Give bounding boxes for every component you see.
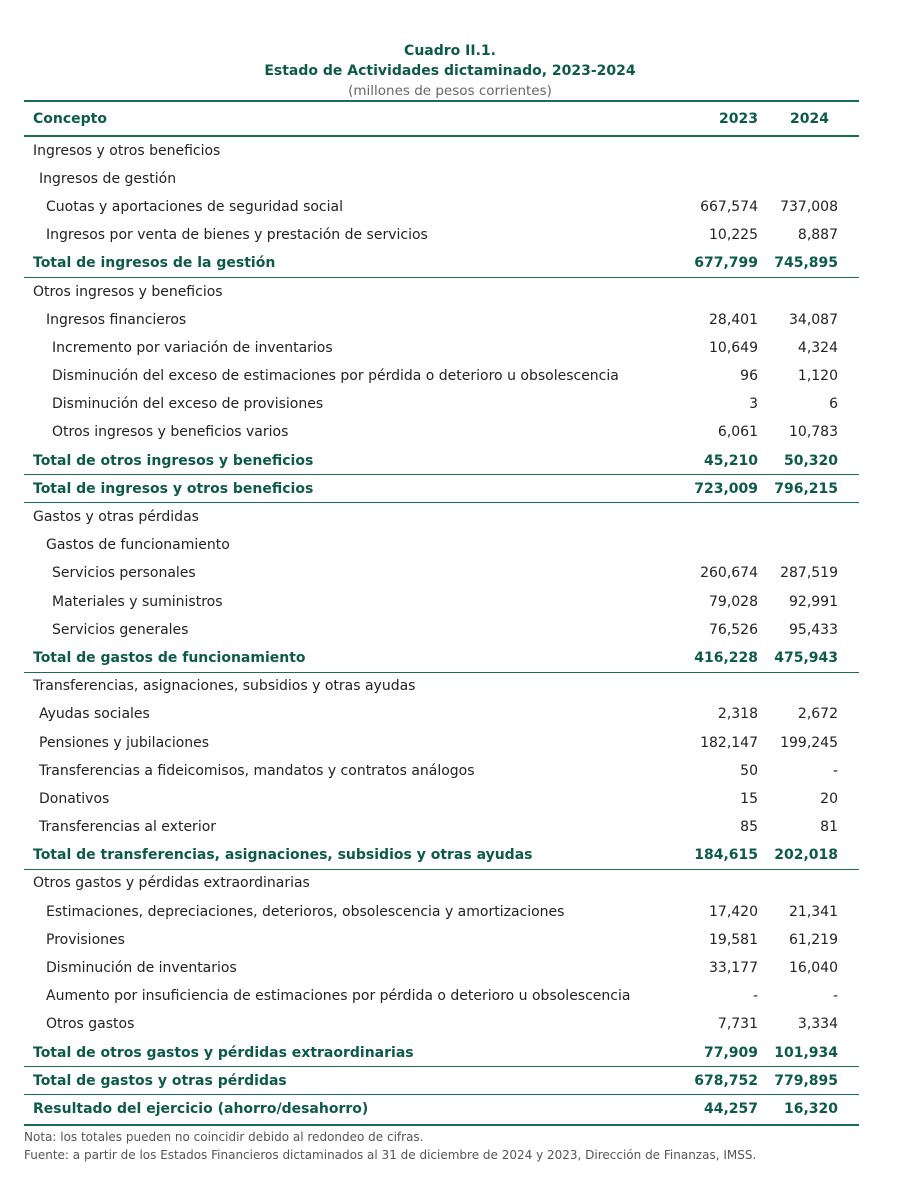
row-value-2024: 50,320	[783, 452, 838, 469]
row-value-2023: 28,401	[709, 311, 758, 328]
row-label: Pensiones y jubilaciones	[39, 734, 210, 751]
row-value-2024: 3,334	[797, 1016, 838, 1033]
row-value-2023: 416,228	[694, 649, 758, 666]
row-label: Gastos de funcionamiento	[46, 537, 230, 554]
row-value-2024: 92,991	[789, 593, 838, 610]
row-value-2024: 61,219	[789, 931, 838, 948]
table-total-row	[24, 447, 859, 475]
row-label: Transferencias al exterior	[39, 819, 217, 836]
table-row	[24, 334, 859, 362]
table-row	[24, 673, 859, 701]
table-total-row	[24, 1095, 859, 1123]
row-label: Ingresos de gestión	[39, 170, 177, 187]
row-value-2024: 34,087	[789, 311, 838, 328]
row-value-2024: 95,433	[789, 621, 838, 638]
financial-table	[24, 100, 859, 1126]
row-label: Materiales y suministros	[52, 593, 223, 610]
row-label: Estimaciones, depreciaciones, deterioros, obsolescencia y amortizaciones	[46, 903, 565, 920]
table-row	[24, 193, 859, 221]
row-label: Provisiones	[46, 931, 125, 948]
row-value-2024: 287,519	[780, 565, 838, 582]
table-row	[24, 926, 859, 954]
table-row	[24, 363, 859, 391]
row-label: Total de transferencias, asignaciones, subsidios y otras ayudas	[33, 847, 533, 864]
row-value-2024: 20	[820, 790, 838, 807]
row-label: Disminución del exceso de provisiones	[52, 396, 324, 413]
table-row	[24, 532, 859, 560]
table-row	[24, 137, 859, 165]
row-value-2023: -	[752, 988, 758, 1005]
row-label: Total de otros ingresos y beneficios	[33, 452, 314, 469]
table-row	[24, 954, 859, 982]
row-value-2023: 677,799	[694, 255, 758, 272]
table-subtitle: Estado de Actividades dictaminado, 2023-2024	[264, 63, 636, 79]
table-row	[24, 391, 859, 419]
row-label: Cuotas y aportaciones de seguridad social	[46, 198, 343, 215]
row-label: Otros ingresos y beneficios varios	[52, 424, 289, 441]
row-label: Donativos	[39, 790, 110, 807]
row-value-2024: 202,018	[774, 847, 838, 864]
table-total-row	[24, 1067, 859, 1095]
row-label: Total de otros gastos y pérdidas extraordinarias	[33, 1044, 414, 1061]
row-value-2023: 85	[740, 819, 758, 836]
row-label: Transferencias a fideicomisos, mandatos y contratos análogos	[39, 762, 475, 779]
table-total-row	[24, 644, 859, 672]
table-row	[24, 757, 859, 785]
row-value-2023: 678,752	[694, 1072, 758, 1089]
table-row	[24, 278, 859, 306]
row-label: Otros gastos y pérdidas extraordinarias	[33, 875, 310, 892]
table-row	[24, 814, 859, 842]
table-row	[24, 165, 859, 193]
row-value-2023: 76,526	[709, 621, 758, 638]
table-row	[24, 983, 859, 1011]
table-row	[24, 729, 859, 757]
row-value-2024: 737,008	[780, 198, 838, 215]
table-header-row	[24, 102, 859, 137]
row-label: Servicios generales	[52, 621, 189, 638]
row-value-2024: 796,215	[774, 480, 838, 497]
row-value-2024: 16,320	[783, 1101, 838, 1118]
table-unit: (millones de pesos corrientes)	[348, 83, 552, 99]
row-value-2023: 15	[740, 790, 758, 807]
table-row	[24, 898, 859, 926]
row-value-2024: 475,943	[774, 649, 838, 666]
row-value-2023: 10,649	[709, 339, 758, 356]
row-value-2024: 2,672	[797, 706, 838, 723]
row-value-2024: 16,040	[789, 960, 838, 977]
source-text: Fuente: a partir de los Estados Financieros dictaminados al 31 de diciembre de 2024 y 2023, Dirección de Finanzas, IMSS.	[24, 1148, 757, 1162]
table-row	[24, 616, 859, 644]
row-label: Disminución del exceso de estimaciones por pérdida o deterioro u obsolescencia	[52, 368, 619, 385]
row-value-2024: 81	[820, 819, 838, 836]
row-value-2024: 6	[829, 396, 838, 413]
row-value-2023: 19,581	[709, 931, 758, 948]
table-row	[24, 588, 859, 616]
row-value-2024: 21,341	[789, 903, 838, 920]
row-value-2023: 50	[740, 762, 758, 779]
column-header-2024: 2024	[790, 110, 829, 127]
row-value-2023: 260,674	[700, 565, 758, 582]
row-value-2024: 199,245	[780, 734, 838, 751]
table-body	[24, 137, 859, 1124]
row-value-2023: 6,061	[717, 424, 758, 441]
row-value-2023: 10,225	[709, 227, 758, 244]
column-header-concepto: Concepto	[33, 110, 107, 127]
row-label: Otros ingresos y beneficios	[33, 283, 223, 300]
row-label: Servicios personales	[52, 565, 196, 582]
row-value-2024: 10,783	[789, 424, 838, 441]
row-value-2023: 182,147	[700, 734, 758, 751]
row-value-2023: 45,210	[703, 452, 758, 469]
row-value-2024: 745,895	[774, 255, 838, 272]
row-label: Resultado del ejercicio (ahorro/desahorro)	[33, 1101, 369, 1118]
row-value-2023: 2,318	[717, 706, 758, 723]
row-label: Incremento por variación de inventarios	[52, 339, 333, 356]
row-label: Ingresos financieros	[46, 311, 187, 328]
table-row	[24, 419, 859, 447]
row-label: Total de gastos de funcionamiento	[33, 649, 306, 666]
row-label: Gastos y otras pérdidas	[33, 509, 199, 526]
row-value-2024: 779,895	[774, 1072, 838, 1089]
row-value-2024: -	[832, 988, 838, 1005]
row-value-2024: 1,120	[797, 368, 838, 385]
table-row	[24, 503, 859, 531]
row-value-2023: 17,420	[709, 903, 758, 920]
row-value-2023: 96	[740, 368, 758, 385]
row-value-2023: 667,574	[700, 198, 758, 215]
table-total-row	[24, 250, 859, 278]
row-label: Ayudas sociales	[39, 706, 150, 723]
table-notes	[24, 1128, 884, 1164]
table-total-row	[24, 475, 859, 503]
row-value-2023: 79,028	[709, 593, 758, 610]
row-label: Total de gastos y otras pérdidas	[33, 1072, 287, 1089]
row-value-2023: 723,009	[694, 480, 758, 497]
table-total-row	[24, 1039, 859, 1067]
table-row	[24, 785, 859, 813]
row-value-2023: 33,177	[709, 960, 758, 977]
note-text: Nota: los totales pueden no coincidir debido al redondeo de cifras.	[24, 1130, 424, 1144]
row-value-2023: 184,615	[694, 847, 758, 864]
table-row	[24, 1011, 859, 1039]
table-title: Cuadro II.1.	[404, 43, 496, 59]
row-label: Total de ingresos de la gestión	[33, 255, 276, 272]
row-label: Total de ingresos y otros beneficios	[33, 480, 314, 497]
row-label: Ingresos y otros beneficios	[33, 142, 221, 159]
row-value-2023: 77,909	[703, 1044, 758, 1061]
row-label: Transferencias, asignaciones, subsidios y otras ayudas	[33, 678, 416, 695]
table-row	[24, 870, 859, 898]
table-total-row	[24, 842, 859, 870]
row-label: Otros gastos	[46, 1016, 135, 1033]
row-value-2024: -	[832, 762, 838, 779]
row-value-2024: 4,324	[797, 339, 838, 356]
row-value-2023: 7,731	[717, 1016, 758, 1033]
row-value-2024: 8,887	[797, 227, 838, 244]
table-row	[24, 222, 859, 250]
table-row	[24, 306, 859, 334]
row-value-2023: 44,257	[703, 1101, 758, 1118]
row-label: Aumento por insuficiencia de estimaciones por pérdida o deterioro u obsolescencia	[46, 988, 631, 1005]
row-label: Ingresos por venta de bienes y prestación de servicios	[46, 227, 428, 244]
column-header-2023: 2023	[719, 110, 758, 127]
row-value-2024: 101,934	[774, 1044, 838, 1061]
row-label: Disminución de inventarios	[46, 960, 237, 977]
table-row	[24, 701, 859, 729]
row-value-2023: 3	[749, 396, 758, 413]
table-row	[24, 560, 859, 588]
